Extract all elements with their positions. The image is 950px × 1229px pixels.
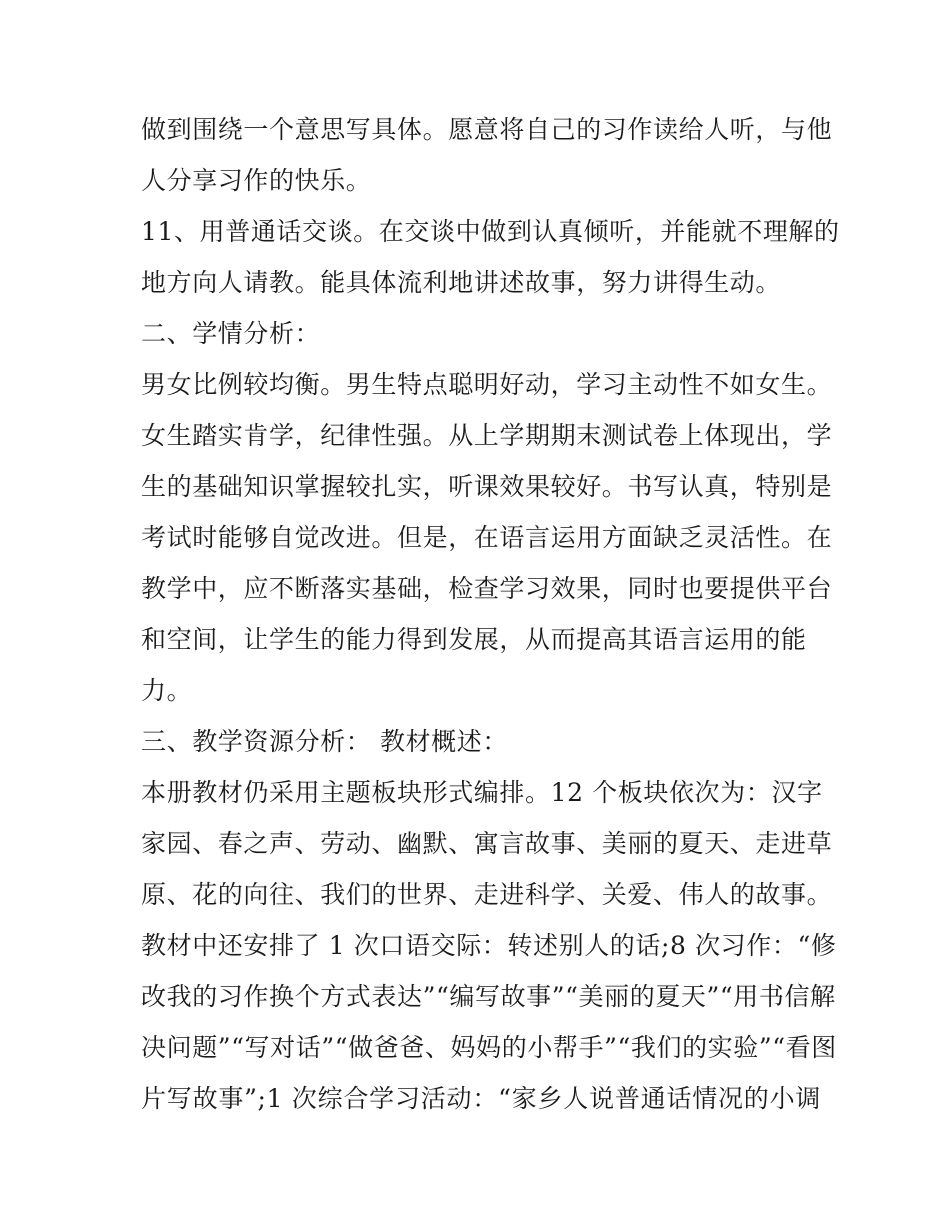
text-line: 力。 bbox=[141, 676, 193, 705]
text-line: 教学中，应不断落实基础，检查学习效果，同时也要提供平台 bbox=[141, 574, 833, 603]
text-line: 男女比例较均衡。男生特点聪明好动，学习主动性不如女生。 bbox=[141, 370, 833, 399]
text-line: 和空间，让学生的能力得到发展，从而提高其语言运用的能 bbox=[141, 625, 807, 654]
text-line: 二、学情分析： bbox=[141, 319, 321, 348]
text-line: 原、花的向往、我们的世界、走进科学、关爱、伟人的故事。 bbox=[141, 880, 833, 909]
text-line: 人分享习作的快乐。 bbox=[141, 166, 372, 195]
text-line: 考试时能够自觉改进。但是，在语言运用方面缺乏灵活性。在 bbox=[141, 523, 833, 552]
text-line: 改我的习作换个方式表达”“编写故事”“美丽的夏天”“用书信解 bbox=[141, 982, 836, 1011]
text-line: 本册教材仍采用主题板块形式编排。12 个板块依次为：汉字 bbox=[141, 778, 823, 807]
text-line: 地方向人请教。能具体流利地讲述故事，努力讲得生动。 bbox=[141, 268, 782, 297]
text-line: 三、教学资源分析： 教材概述： bbox=[141, 727, 508, 756]
text-line: 女生踏实肯学，纪律性强。从上学期期末测试卷上体现出，学 bbox=[141, 421, 833, 450]
text-line: 片写故事”;1 次综合学习活动：“家乡人说普通话情况的小调 bbox=[141, 1084, 821, 1113]
text-line: 做到围绕一个意思写具体。愿意将自己的习作读给人听，与他 bbox=[141, 115, 833, 144]
text-line: 决问题”“写对话”“做爸爸、妈妈的小帮手”“我们的实验”“看图 bbox=[141, 1033, 837, 1062]
document-body bbox=[141, 104, 840, 1124]
text-line: 家园、春之声、劳动、幽默、寓言故事、美丽的夏天、走进草 bbox=[141, 829, 833, 858]
text-line: 教材中还安排了 1 次口语交际：转述别人的话;8 次习作：“修 bbox=[141, 931, 837, 960]
text-line: 生的基础知识掌握较扎实，听课效果较好。书写认真，特别是 bbox=[141, 472, 833, 501]
text-line: 11、用普通话交谈。在交谈中做到认真倾听，并能就不理解的 bbox=[141, 217, 840, 246]
